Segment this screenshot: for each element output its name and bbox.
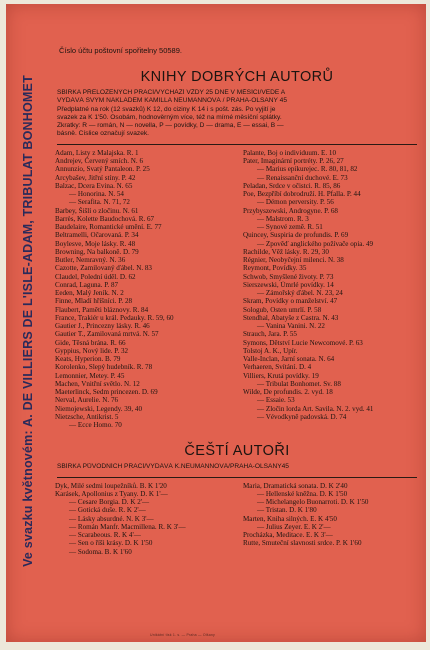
book-entry: Barrès, Kolette Baudochová. R. 67 [55, 214, 155, 223]
book-entry: Arcybašev, Jitřní stíny. P. 42 [55, 173, 136, 182]
book-entry: Palante, Boj o individuum. E. 10 [243, 148, 337, 157]
book-entry: Keats, Hyperion. B. 79 [55, 355, 121, 364]
printer-imprint: Unikátní tisk 1. s. — Praha — Olšany [150, 633, 215, 637]
book-entry: Flaubert, Paměti bláznovy. R. 84 [55, 305, 149, 314]
book-entry: Sierszewski, Úmrlé povídky. 14 [243, 280, 334, 289]
book-entry: — Essaie. 53 [257, 396, 295, 405]
book-entry: Schwob, Smyšlené životy. P. 73 [243, 272, 334, 281]
section-intro [53, 463, 421, 471]
book-entry: Korolenko, Slepý hudebník. R. 78 [55, 363, 153, 372]
book-entry: Quincey, Suspiria de profundis. P. 69 [243, 231, 349, 240]
book-entry: Baudelaire, Romantické umění. E. 77 [55, 223, 162, 232]
book-entry: — Tribulat Bonhomet. Sv. 88 [257, 379, 341, 388]
book-entry: — Zločin lorda Art. Savila. N. 2. vyd. 41 [257, 404, 374, 413]
book-entry: Symons, Dětství Lucie Newcomové. P. 63 [243, 338, 363, 347]
book-entry: Annunzio, Svatý Pantaleon. P. 25 [55, 165, 150, 174]
book-entry: — Román Manfr. Macmillena. R. K 3'— [69, 522, 186, 531]
book-entry: — Julius Zeyer. E. K 2'— [257, 522, 331, 531]
author-column-left [55, 149, 231, 430]
divider [57, 144, 417, 145]
book-entry: Gyppius, Nový lide. P. 32 [55, 346, 129, 355]
book-entry: Cazotte, Zamilovaný ďábel. N. 83 [55, 264, 152, 273]
book-entry: — Marius epikurejec. R. 80, 81, 82 [257, 165, 358, 174]
book-entry: Rachilde, Věž lásky. R. 29, 30 [243, 247, 329, 256]
book-entry: — Renaissanční duchové. E. 73 [257, 173, 348, 182]
book-entry: Valle-Inclan, Jarní sonata. N. 64 [243, 355, 335, 364]
section-title-czech-authors: ČEŠTÍ AUTOŘI [184, 443, 290, 460]
book-entry: Finne, Mladí hříšníci. P. 28 [55, 297, 133, 306]
book-entry: Rutte, Smuteční slavnosti srdce. P. K 1'60 [243, 539, 362, 548]
book-entry: — Zpověď anglického požívače opia. 49 [257, 239, 374, 248]
cover-content [53, 8, 421, 556]
book-entry: — Honorina. N. 54 [69, 190, 124, 199]
book-entry: Tolstoj A. K., Upír. [243, 346, 298, 355]
book-entry: Skram, Povídky o manželství. 47 [243, 297, 338, 306]
book-entry: Niemojewski, Legendy. 39, 40 [55, 404, 143, 413]
book-entry: Poe, Bezpříbí dobrodruží. H. Pfalla. P. 44 [243, 190, 361, 199]
author-list [53, 149, 421, 430]
book-entry: Maeterlinck, Sedm princezen. D. 69 [55, 388, 158, 397]
book-entry: Gautier J., Princezny lásky. R. 46 [55, 322, 150, 331]
book-entry: Eeden, Malý Jeník. N. 2 [55, 289, 124, 298]
book-entry: — Malstrom. R. 3 [257, 214, 309, 223]
intro-line: SBÍRKA PŮVODNÍCH PRACÍ/VYDÁVÁ K.NEUMANNOVÁ/PRAHA-OLŠANY45 [57, 463, 289, 471]
book-entry: — Lásky absurdné. N. K 3'— [69, 514, 154, 523]
author-column-left [55, 482, 231, 556]
intro-line: VYDÁVÁ SVÝM NÁKLADEM KAMILLA NEUMANNOVÁ / PRAHA-OLŠANY 45 [57, 97, 287, 105]
author-list [53, 482, 421, 556]
book-entry: Sologub, Osten umrlí. P. 58 [243, 305, 322, 314]
book-entry: — Serafita. N. 71, 72 [69, 198, 130, 207]
book-entry: — Démon perversity. P. 56 [257, 198, 334, 207]
book-entry: — Sen o říši krásy. D. K 1'50 [69, 539, 153, 548]
book-entry: — Gotická duše. R. K 2'— [69, 506, 146, 515]
book-entry: Wilde, De profundis. 2. vyd. 18 [243, 388, 333, 397]
book-entry: Maria, Dramatická sonata. D. K 2'40 [243, 481, 348, 490]
book-entry: Régnier, Neobyčejní milenci. N. 38 [243, 256, 344, 265]
book-entry: — Hellenské kněžna. D. K 1'50 [257, 489, 348, 498]
book-entry: Strauch, Jara. P. 55 [243, 330, 297, 339]
book-entry: — Ecce Homo. 70 [69, 421, 122, 430]
author-column-right [243, 149, 419, 430]
book-entry: Gide, Těsná brána. R. 66 [55, 338, 126, 347]
book-entry: — Scarabeous. R. K 4'— [69, 531, 141, 540]
book-entry: — Vanina Vanini. N. 22 [257, 322, 325, 331]
book-entry: — Synové země. R. 51 [257, 223, 323, 232]
book-entry: Stendhal, Abatyše z Castra. N. 43 [243, 313, 339, 322]
book-entry: Verhaeren, Svítání. D. 4 [243, 363, 312, 372]
book-entry: Barbey, Šišlí o zločinu. N. 61 [55, 206, 139, 215]
spine-announcement [10, 8, 46, 634]
book-entry: Browning, Na balkoně. D. 79 [55, 247, 139, 256]
book-entry: Balzac, Dcera Evina. N. 65 [55, 181, 133, 190]
book-entry: Butler, Nemravný. N. 36 [55, 256, 126, 265]
section-title-good-authors: KNIHY DOBRÝCH AUTORŮ [140, 69, 334, 85]
book-entry: Gautier T., Zamilovaná mrtvá. N. 57 [55, 330, 159, 339]
book-entry: Adam, Listy z Malajska. R. 1 [55, 148, 139, 157]
book-entry: — Tristan. D. K 1'80 [257, 506, 317, 515]
book-entry: Conrad, Laguna. P. 87 [55, 280, 119, 289]
account-number: Číslo účtu poštovní spořitelny 50589. [59, 46, 182, 55]
book-entry: Nerval, Aurelie. N. 76 [55, 396, 119, 405]
book-entry: Przybyszewski, Androgyne. P. 68 [243, 206, 338, 215]
intro-line: Předplatné na rok (12 svazků) K 12, do ciziny K 14 i s pošt. zás. Po vyjití je [57, 105, 276, 113]
book-entry: France, Trakiér u král. Pedauky. R. 59, 60 [55, 313, 174, 322]
book-entry: — Vévodkyně padovská. D. 74 [257, 412, 347, 421]
book-entry: Boylesve, Moje lásky. R. 48 [55, 239, 136, 248]
book-entry: — Zámořský ďábel. N. 23, 24 [257, 289, 343, 298]
book-entry: — Cesare Borgia. D. K 2'— [69, 498, 150, 507]
book-entry: — Michelangelo Buonarroti. D. K 1'50 [257, 498, 369, 507]
book-entry: Claudel, Polední úděl. D. 62 [55, 272, 136, 281]
book-entry: Dyk, Milé sedmi loupežníků. B. K 1'20 [55, 481, 167, 490]
book-entry: Marten, Kniha silných. E. K 4'50 [243, 514, 337, 523]
author-column-right [243, 482, 419, 556]
book-entry: Beltramelli, Očarovaná. P. 34 [55, 231, 139, 240]
intro-line: Zkratky: R — román, N — novella, P — povídky, D — drama, E — essai, B — [57, 122, 284, 130]
book-entry: Reymont, Povídky. 35 [243, 264, 307, 273]
divider [57, 477, 417, 478]
spine-text: Ve svazku květnovém: A. DE VILLIERS DE L'ISLE-ADAM, TRIBULAT BONHOMET [21, 75, 35, 567]
intro-line: básně. Číslice označují svazek. [57, 130, 149, 138]
book-entry: — Sodoma. B. K 1'60 [69, 547, 132, 556]
book-entry: Pater, Imaginární portréty. P. 26, 27 [243, 157, 344, 166]
book-entry: Nietzsche, Antikrist. 5 [55, 412, 119, 421]
book-entry: Karásek, Apollonius z Tyany. D. K 1'— [55, 489, 168, 498]
intro-line: svazek za K 1'50. Osobám, hodnověrným více, též na mírné měsíční splátky. [57, 113, 282, 121]
book-entry: Machen, Vnitřní světlo. N. 12 [55, 379, 140, 388]
book-entry: Andrejev, Červený smích. N. 6 [55, 157, 143, 166]
book-entry: Peladan, Srdce v očistci. R. 85, 86 [243, 181, 341, 190]
intro-line: SBÍRKA PŘELOŽENÝCH PRACÍ/VYCHÁZÍ VŽDY 25 DNE V MĚSÍCI/VEDE A [57, 89, 286, 96]
book-entry: Lemonnier, Metey. P. 45 [55, 371, 125, 380]
book-entry: Villiers, Krutá povídky. 19 [243, 371, 319, 380]
section-intro [53, 89, 421, 139]
book-entry: Procházka, Meditace. E. K 3'— [243, 531, 333, 540]
